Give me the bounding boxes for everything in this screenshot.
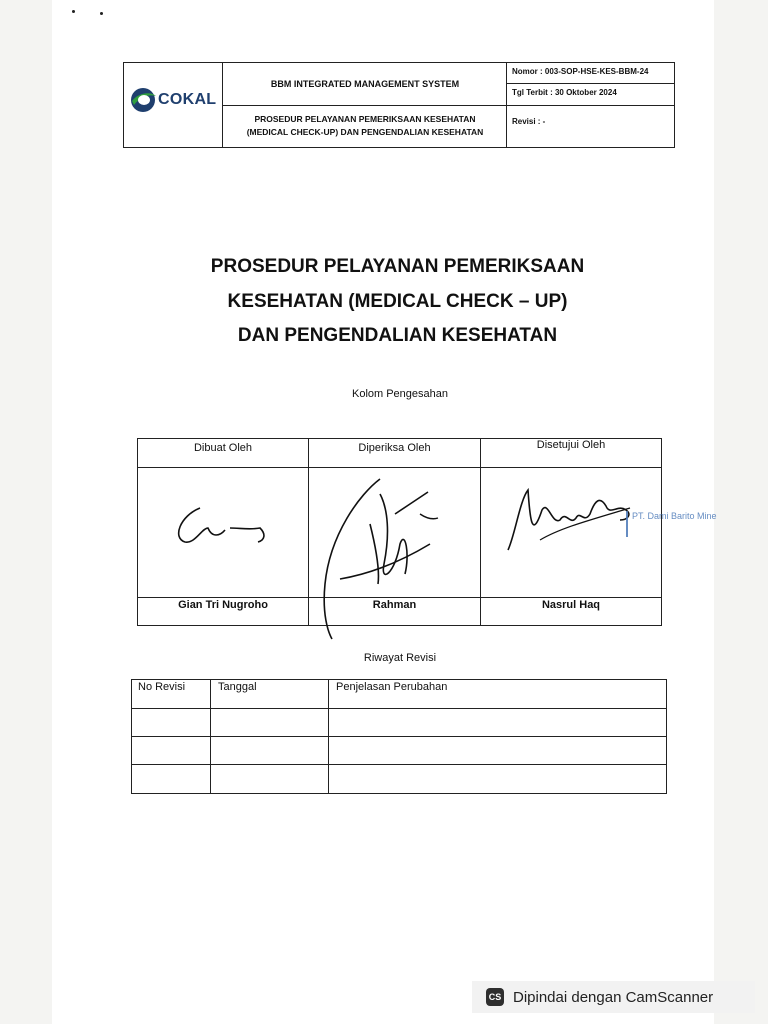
main-title-line-3: DAN PENGENDALIAN KESEHATAN (237, 325, 558, 346)
system-name: BBM INTEGRATED MANAGEMENT SYSTEM (270, 79, 460, 89)
procedure-line-2: (MEDICAL CHECK-UP) DAN PENGENDALIAN KESEHATAN (246, 127, 484, 137)
stamp-text: PT. Dami Barito Mine (632, 511, 717, 521)
approval-header-prepared: Dibuat Oleh (193, 442, 253, 454)
watermark-text: Dipindai dengan CamScanner (513, 988, 714, 1006)
revision-table (131, 679, 667, 794)
revision-header-no: No Revisi (138, 681, 186, 693)
revision-field: Revisi : - (512, 117, 546, 126)
logo-text: COKAL (158, 91, 217, 108)
main-title-line-2: KESEHATAN (MEDICAL CHECK – UP) (227, 291, 568, 312)
approver-name-1: Gian Tri Nugroho (178, 599, 268, 611)
approval-caption: Kolom Pengesahan (351, 388, 448, 400)
document-header (123, 62, 675, 148)
revision-header-description: Penjelasan Perubahan (336, 681, 448, 693)
approver-name-3: Nasrul Haq (541, 599, 601, 611)
approver-name-2: Rahman (372, 599, 417, 611)
approval-header-approved: Disetujui Oleh (536, 439, 606, 451)
company-logo (128, 83, 220, 123)
approval-header-checked: Diperiksa Oleh (358, 442, 431, 454)
revision-header-date: Tanggal (218, 681, 257, 693)
revision-caption: Riwayat Revisi (363, 652, 437, 664)
scan-speck (72, 10, 75, 13)
main-title-line-1: PROSEDUR PELAYANAN PEMERIKSAAN (210, 256, 585, 277)
signature-gian (170, 498, 270, 558)
cokal-logo-icon (128, 85, 158, 115)
procedure-title-box (224, 106, 506, 146)
signature-rahman (310, 474, 450, 644)
scanner-watermark (472, 981, 755, 1013)
procedure-line-1: PROSEDUR PELAYANAN PEMERIKSAAN KESEHATAN (254, 114, 476, 124)
camscanner-icon: CS (486, 988, 504, 1006)
document-number: Nomor : 003-SOP-HSE-KES-BBM-24 (512, 67, 649, 76)
scan-speck (100, 12, 103, 15)
issue-date: Tgl Terbit : 30 Oktober 2024 (512, 88, 617, 97)
